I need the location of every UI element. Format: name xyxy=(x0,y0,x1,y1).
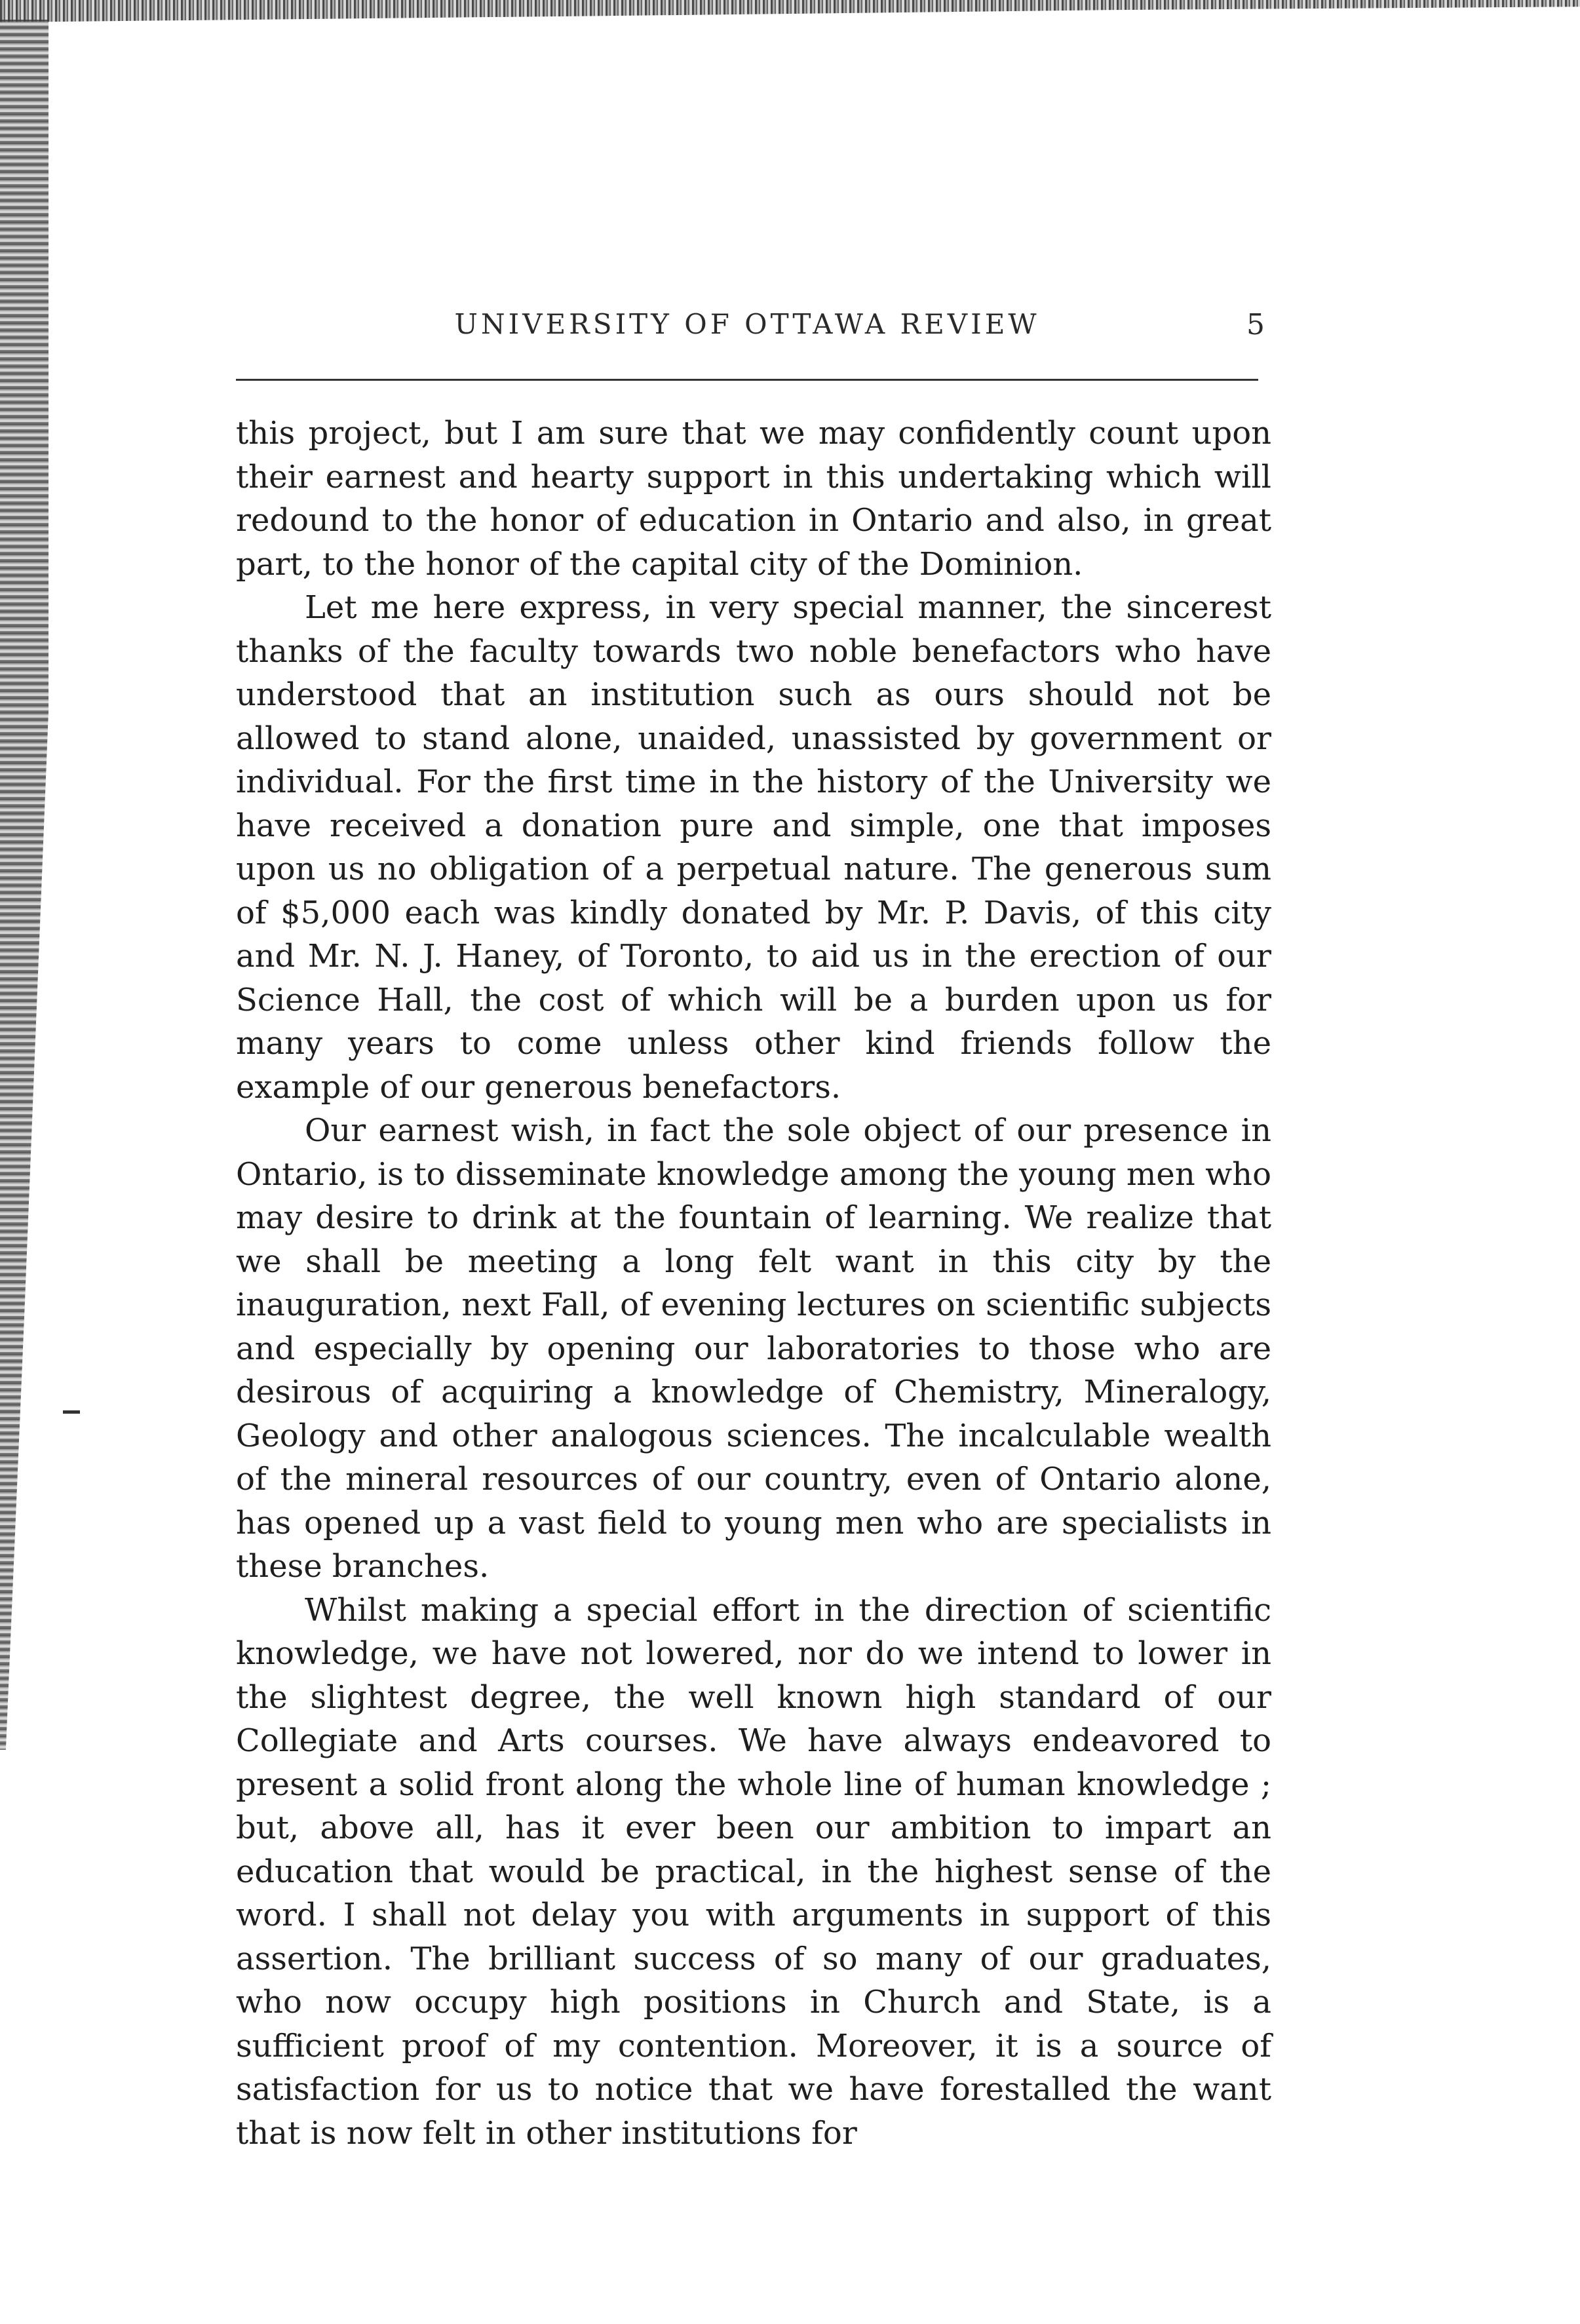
paragraph-1: this project, but I am sure that we may confidently count upon their earnest and hearty support in this undertaking which will redound to the honor of education in Ontario and also, in great part, to the honor of the capital city of the Dominion. xyxy=(236,415,1271,583)
paragraph-4: Whilst making a special effort in the direction of scientific knowledge, we have not lowered, nor do we intend to lower in the slightest degree, the well known high standard of our Collegiate and Arts courses. We have always endeavored to present a solid front along the whole line of human knowledge ; but, above all, has it ever been our ambition to impart an education that would be practical, in the highest sense of the word. I shall not delay you with arguments in support of this assertion. The brilliant success of so many of our graduates, who now occupy high positions in Church and State, is a sufficient proof of my contention. Moreover, it is a source of satisfaction for us to notice that we have forestalled the want that is now felt in other institutions for xyxy=(236,1591,1271,2152)
article-body xyxy=(236,412,1271,2155)
running-head: UNIVERSITY OF OTTAWA REVIEW xyxy=(454,308,1040,340)
paragraph-2: Let me here express, in very special manner, the sincerest thanks of the faculty towards two noble benefactors who have understood that an institution such as ours should not be allowed to stand alone, unaided, unassisted by government or individual. For the first time in the history of the University we have received a donation pure and simple, one that imposes upon us no obligation of a perpetual nature. The generous sum of $5,000 each was kindly donated by Mr. P. Davis, of this city and Mr. N. J. Haney, of Toronto, to aid us in the erection of our Science Hall, the cost of which will be a burden upon us for many years to come unless other kind friends follow the example of our generous benefactors. xyxy=(236,589,1271,1106)
page-header xyxy=(229,308,1265,360)
scan-binding-edge xyxy=(0,20,48,1750)
margin-mark xyxy=(63,1410,80,1414)
scan-top-edge xyxy=(0,0,1580,22)
page-number: 5 xyxy=(1246,308,1265,341)
header-rule xyxy=(236,379,1258,381)
paragraph-3: Our earnest wish, in fact the sole object of our presence in Ontario, is to disseminate knowledge among the young men who may desire to drink at the fountain of learning. We realize that we shall be meeting a long felt want in this city by the inauguration, next Fall, of evening lectures on scientific subjects and especially by opening our laboratories to those who are desirous of acquiring a knowledge of Chemistry, Mineralogy, Geology and other analogous sciences. The incalculable wealth of the mineral resources of our country, even of Ontario alone, has opened up a vast field to young men who are specialists in these branches. xyxy=(236,1112,1271,1585)
